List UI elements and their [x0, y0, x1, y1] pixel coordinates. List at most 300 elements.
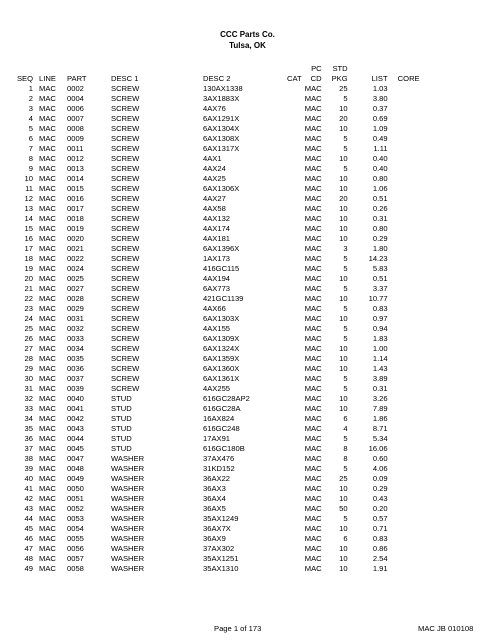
seq-cell: 4	[28, 114, 33, 123]
desc1-cell: SCREW	[111, 114, 140, 123]
desc2-cell: 4AX155	[203, 324, 231, 333]
cat-cell	[287, 544, 302, 554]
seq-cell: 33	[24, 404, 33, 413]
core-cell	[388, 414, 420, 424]
table-row	[3, 494, 420, 504]
desc1-cell: WASHER	[111, 454, 145, 463]
line-cell: MAC	[39, 144, 56, 153]
part-cell: 0047	[67, 454, 84, 463]
core-cell	[388, 254, 420, 264]
cat-cell	[287, 234, 302, 244]
list-price-cell: 0.97	[372, 314, 388, 323]
desc2-cell: 4AX132	[203, 214, 231, 223]
cat-cell	[287, 134, 302, 144]
part-cell: 0006	[67, 104, 84, 113]
pc-cd-cell: MAC	[304, 544, 322, 553]
desc1-cell: SCREW	[111, 344, 140, 353]
cat-cell	[287, 194, 302, 204]
seq-cell: 47	[24, 544, 33, 553]
part-cell: 0013	[67, 164, 84, 173]
part-cell: 0020	[67, 234, 84, 243]
part-cell: 0039	[67, 384, 84, 393]
pc-cd-cell: MAC	[304, 534, 322, 543]
list-price-cell: 3.26	[372, 394, 388, 403]
list-price-cell: 0.57	[372, 514, 388, 523]
table-row	[3, 344, 420, 354]
core-cell	[388, 204, 420, 214]
desc2-cell: 616GC28AP2	[203, 394, 250, 403]
table-row	[3, 474, 420, 484]
line-cell: MAC	[39, 504, 56, 513]
pc-cd-cell: MAC	[304, 404, 322, 413]
list-price-cell: 1.86	[372, 414, 388, 423]
std-pkg-cell: 5	[343, 164, 348, 173]
desc2-cell: 36AX7X	[203, 524, 231, 533]
table-row	[3, 84, 420, 94]
std-pkg-cell: 10	[339, 174, 348, 183]
std-pkg-cell: 50	[339, 504, 348, 513]
col-list-header: LIST	[371, 74, 388, 83]
pc-cd-cell: MAC	[304, 464, 322, 473]
desc1-cell: WASHER	[111, 524, 145, 533]
part-cell: 0016	[67, 194, 84, 203]
list-price-cell: 10.77	[368, 294, 388, 303]
core-cell	[388, 454, 420, 464]
core-cell	[388, 424, 420, 434]
line-cell: MAC	[39, 294, 56, 303]
line-cell: MAC	[39, 224, 56, 233]
cat-cell	[287, 184, 302, 194]
list-price-cell: 0.31	[372, 214, 388, 223]
list-price-cell: 5.83	[372, 264, 388, 273]
list-price-cell: 0.40	[372, 164, 388, 173]
desc1-cell: SCREW	[111, 254, 140, 263]
line-cell: MAC	[39, 494, 56, 503]
list-price-cell: 2.54	[372, 554, 388, 563]
table-row	[3, 314, 420, 324]
seq-cell: 31	[24, 384, 33, 393]
seq-cell: 45	[24, 524, 33, 533]
desc1-cell: SCREW	[111, 304, 140, 313]
list-price-cell: 0.09	[372, 474, 388, 483]
line-cell: MAC	[39, 264, 56, 273]
cat-cell	[287, 314, 302, 324]
pc-cd-cell: MAC	[304, 514, 322, 523]
core-cell	[388, 264, 420, 274]
desc1-cell: SCREW	[111, 214, 140, 223]
core-cell	[388, 524, 420, 534]
col-cd-header: CD	[310, 74, 322, 83]
table-row	[3, 124, 420, 134]
desc1-cell: SCREW	[111, 184, 140, 193]
table-row	[3, 514, 420, 524]
desc1-cell: SCREW	[111, 154, 140, 163]
std-pkg-cell: 5	[343, 334, 348, 343]
core-cell	[388, 114, 420, 124]
part-cell: 0014	[67, 174, 84, 183]
desc1-cell: SCREW	[111, 364, 140, 373]
col-desc2-header: DESC 2	[203, 74, 231, 83]
cat-cell	[287, 374, 302, 384]
std-pkg-cell: 10	[339, 554, 348, 563]
core-cell	[388, 354, 420, 364]
desc2-cell: 36AX22	[203, 474, 231, 483]
line-cell: MAC	[39, 374, 56, 383]
line-cell: MAC	[39, 344, 56, 353]
pc-cd-cell: MAC	[304, 134, 322, 143]
std-pkg-cell: 5	[343, 514, 348, 523]
pc-cd-cell: MAC	[304, 264, 322, 273]
part-cell: 0058	[67, 564, 84, 573]
seq-cell: 35	[24, 424, 33, 433]
cat-cell	[287, 204, 302, 214]
cat-cell	[287, 514, 302, 524]
desc1-cell: WASHER	[111, 484, 145, 493]
part-cell: 0055	[67, 534, 84, 543]
table-row	[3, 264, 420, 274]
pc-cd-cell: MAC	[304, 484, 322, 493]
list-price-cell: 0.49	[372, 134, 388, 143]
pc-cd-cell: MAC	[304, 444, 322, 453]
pc-cd-cell: MAC	[304, 244, 322, 253]
list-price-cell: 0.71	[372, 524, 388, 533]
seq-cell: 38	[24, 454, 33, 463]
std-pkg-cell: 25	[339, 474, 348, 483]
table-row	[3, 564, 420, 574]
pc-cd-cell: MAC	[304, 374, 322, 383]
desc2-cell: 35AX1310	[203, 564, 239, 573]
desc2-cell: 6AX1291X	[203, 114, 240, 123]
std-pkg-cell: 10	[339, 484, 348, 493]
std-pkg-cell: 5	[343, 374, 348, 383]
desc1-cell: WASHER	[111, 554, 145, 563]
desc2-cell: 3AX1883X	[203, 94, 240, 103]
pc-cd-cell: MAC	[304, 294, 322, 303]
part-cell: 0041	[67, 404, 84, 413]
table-row	[3, 434, 420, 444]
pc-cd-cell: MAC	[304, 274, 322, 283]
seq-cell: 34	[24, 414, 33, 423]
core-cell	[388, 144, 420, 154]
desc1-cell: STUD	[111, 434, 132, 443]
pc-cd-cell: MAC	[304, 424, 322, 433]
part-cell: 0012	[67, 154, 84, 163]
part-cell: 0004	[67, 94, 84, 103]
seq-cell: 23	[24, 304, 33, 313]
line-cell: MAC	[39, 364, 56, 373]
table-row	[3, 534, 420, 544]
seq-cell: 14	[24, 214, 33, 223]
desc2-cell: 6AX1303X	[203, 314, 240, 323]
seq-cell: 6	[28, 134, 33, 143]
table-row	[3, 414, 420, 424]
table-row	[3, 374, 420, 384]
std-pkg-cell: 5	[343, 264, 348, 273]
desc1-cell: SCREW	[111, 374, 140, 383]
table-row	[3, 404, 420, 414]
part-cell: 0002	[67, 84, 84, 93]
line-cell: MAC	[39, 554, 56, 563]
pc-cd-cell: MAC	[304, 414, 322, 423]
line-cell: MAC	[39, 114, 56, 123]
desc2-cell: 6AX1324X	[203, 344, 240, 353]
header-row-top	[3, 64, 420, 74]
line-cell: MAC	[39, 124, 56, 133]
list-price-cell: 0.43	[372, 494, 388, 503]
cat-cell	[287, 414, 302, 424]
std-pkg-cell: 5	[343, 384, 348, 393]
pc-cd-cell: MAC	[304, 434, 322, 443]
desc2-cell: 6AX1361X	[203, 374, 240, 383]
table-row	[3, 174, 420, 184]
line-cell: MAC	[39, 424, 56, 433]
seq-cell: 8	[28, 154, 33, 163]
part-cell: 0037	[67, 374, 84, 383]
std-pkg-cell: 5	[343, 144, 348, 153]
std-pkg-cell: 10	[339, 394, 348, 403]
pc-cd-cell: MAC	[304, 344, 322, 353]
pc-cd-cell: MAC	[304, 304, 322, 313]
table-row	[3, 544, 420, 554]
line-cell: MAC	[39, 284, 56, 293]
core-cell	[388, 554, 420, 564]
desc1-cell: SCREW	[111, 94, 140, 103]
table-row	[3, 194, 420, 204]
seq-cell: 28	[24, 354, 33, 363]
table-body	[3, 84, 420, 574]
desc1-cell: SCREW	[111, 384, 140, 393]
std-pkg-cell: 10	[339, 524, 348, 533]
pc-cd-cell: MAC	[304, 254, 322, 263]
header-row-main	[3, 74, 420, 84]
line-cell: MAC	[39, 534, 56, 543]
part-cell: 0034	[67, 344, 84, 353]
cat-cell	[287, 384, 302, 394]
seq-cell: 15	[24, 224, 33, 233]
seq-cell: 37	[24, 444, 33, 453]
col-std-header: STD	[332, 64, 348, 73]
pc-cd-cell: MAC	[304, 104, 322, 113]
table-row	[3, 134, 420, 144]
cat-cell	[287, 254, 302, 264]
pc-cd-cell: MAC	[304, 164, 322, 173]
pc-cd-cell: MAC	[304, 564, 322, 573]
desc2-cell: 36AX4	[203, 494, 226, 503]
part-cell: 0009	[67, 134, 84, 143]
line-cell: MAC	[39, 454, 56, 463]
std-pkg-cell: 4	[343, 424, 348, 433]
core-cell	[388, 544, 420, 554]
list-price-cell: 3.80	[372, 94, 388, 103]
seq-cell: 29	[24, 364, 33, 373]
desc2-cell: 4AX174	[203, 224, 231, 233]
cat-cell	[287, 454, 302, 464]
desc2-cell: 35AX1249	[203, 514, 239, 523]
std-pkg-cell: 10	[339, 564, 348, 573]
pc-cd-cell: MAC	[304, 184, 322, 193]
table-row	[3, 484, 420, 494]
part-cell: 0052	[67, 504, 84, 513]
cat-cell	[287, 534, 302, 544]
table-row	[3, 384, 420, 394]
seq-cell: 36	[24, 434, 33, 443]
part-cell: 0044	[67, 434, 84, 443]
core-cell	[388, 244, 420, 254]
seq-cell: 25	[24, 324, 33, 333]
col-core-header: CORE	[397, 74, 420, 83]
cat-cell	[287, 344, 302, 354]
desc2-cell: 4AX181	[203, 234, 231, 243]
part-cell: 0053	[67, 514, 84, 523]
seq-cell: 20	[24, 274, 33, 283]
core-cell	[388, 374, 420, 384]
cat-cell	[287, 214, 302, 224]
std-pkg-cell: 10	[339, 204, 348, 213]
cat-cell	[287, 294, 302, 304]
pc-cd-cell: MAC	[304, 194, 322, 203]
cat-cell	[287, 404, 302, 414]
core-cell	[388, 84, 420, 94]
cat-cell	[287, 114, 302, 124]
desc2-cell: 36AX9	[203, 534, 226, 543]
list-price-cell: 1.83	[372, 334, 388, 343]
core-cell	[388, 484, 420, 494]
pc-cd-cell: MAC	[304, 334, 322, 343]
table-row	[3, 254, 420, 264]
core-cell	[388, 134, 420, 144]
desc2-cell: 4AX194	[203, 274, 231, 283]
part-cell: 0045	[67, 444, 84, 453]
desc2-cell: 616GC248	[203, 424, 240, 433]
pc-cd-cell: MAC	[304, 394, 322, 403]
list-price-cell: 3.89	[372, 374, 388, 383]
list-price-cell: 1.14	[372, 354, 388, 363]
std-pkg-cell: 6	[343, 534, 348, 543]
pc-cd-cell: MAC	[304, 214, 322, 223]
line-cell: MAC	[39, 544, 56, 553]
core-cell	[388, 154, 420, 164]
pc-cd-cell: MAC	[304, 94, 322, 103]
list-price-cell: 1.06	[372, 184, 388, 193]
line-cell: MAC	[39, 354, 56, 363]
table-row	[3, 464, 420, 474]
desc2-cell: 421GC1139	[203, 294, 244, 303]
line-cell: MAC	[39, 184, 56, 193]
cat-cell	[287, 84, 302, 94]
part-cell: 0042	[67, 414, 84, 423]
core-cell	[388, 234, 420, 244]
table-row	[3, 304, 420, 314]
desc1-cell: SCREW	[111, 274, 140, 283]
desc2-cell: 4AX27	[203, 194, 226, 203]
std-pkg-cell: 20	[339, 114, 348, 123]
line-cell: MAC	[39, 94, 56, 103]
core-cell	[388, 384, 420, 394]
desc2-cell: 6AX1360X	[203, 364, 240, 373]
seq-cell: 21	[24, 284, 33, 293]
line-cell: MAC	[39, 304, 56, 313]
part-cell: 0008	[67, 124, 84, 133]
line-cell: MAC	[39, 474, 56, 483]
pc-cd-cell: MAC	[304, 144, 322, 153]
pc-cd-cell: MAC	[304, 524, 322, 533]
part-cell: 0007	[67, 114, 84, 123]
desc2-cell: 4AX1	[203, 154, 222, 163]
cat-cell	[287, 434, 302, 444]
part-cell: 0022	[67, 254, 84, 263]
desc2-cell: 6AX1308X	[203, 134, 240, 143]
desc2-cell: 6AX1396X	[203, 244, 240, 253]
part-cell: 0035	[67, 354, 84, 363]
part-cell: 0027	[67, 284, 84, 293]
desc1-cell: STUD	[111, 394, 132, 403]
part-cell: 0040	[67, 394, 84, 403]
col-seq-header: SEQ	[16, 74, 33, 83]
desc2-cell: 416GC115	[203, 264, 240, 273]
core-cell	[388, 464, 420, 474]
desc1-cell: STUD	[111, 404, 132, 413]
std-pkg-cell: 10	[339, 314, 348, 323]
part-cell: 0033	[67, 334, 84, 343]
line-cell: MAC	[39, 314, 56, 323]
seq-cell: 19	[24, 264, 33, 273]
core-cell	[388, 494, 420, 504]
desc1-cell: STUD	[111, 424, 132, 433]
table-row	[3, 114, 420, 124]
desc2-cell: 16AX824	[203, 414, 235, 423]
seq-cell: 22	[24, 294, 33, 303]
std-pkg-cell: 25	[339, 84, 348, 93]
seq-cell: 1	[28, 84, 33, 93]
line-cell: MAC	[39, 444, 56, 453]
table-row	[3, 154, 420, 164]
desc1-cell: SCREW	[111, 204, 140, 213]
list-price-cell: 1.09	[372, 124, 388, 133]
cat-cell	[287, 354, 302, 364]
core-cell	[388, 444, 420, 454]
desc1-cell: SCREW	[111, 294, 140, 303]
col-pc-header: PC	[311, 64, 322, 73]
std-pkg-cell: 10	[339, 104, 348, 113]
std-pkg-cell: 5	[343, 254, 348, 263]
line-cell: MAC	[39, 174, 56, 183]
seq-cell: 41	[24, 484, 33, 493]
line-cell: MAC	[39, 324, 56, 333]
std-pkg-cell: 10	[339, 294, 348, 303]
part-cell: 0049	[67, 474, 84, 483]
pc-cd-cell: MAC	[304, 364, 322, 373]
std-pkg-cell: 5	[343, 304, 348, 313]
line-cell: MAC	[39, 134, 56, 143]
table-row	[3, 524, 420, 534]
list-price-cell: 3.37	[372, 284, 388, 293]
list-price-cell: 1.11	[373, 144, 388, 153]
pc-cd-cell: MAC	[304, 174, 322, 183]
line-cell: MAC	[39, 204, 56, 213]
table-row	[3, 234, 420, 244]
desc1-cell: WASHER	[111, 564, 145, 573]
desc1-cell: SCREW	[111, 334, 140, 343]
seq-cell: 7	[28, 144, 33, 153]
seq-cell: 5	[28, 124, 33, 133]
table-row	[3, 364, 420, 374]
std-pkg-cell: 10	[339, 354, 348, 363]
std-pkg-cell: 10	[339, 124, 348, 133]
list-price-cell: 4.06	[372, 464, 388, 473]
pc-cd-cell: MAC	[304, 504, 322, 513]
part-cell: 0054	[67, 524, 84, 533]
core-cell	[388, 194, 420, 204]
